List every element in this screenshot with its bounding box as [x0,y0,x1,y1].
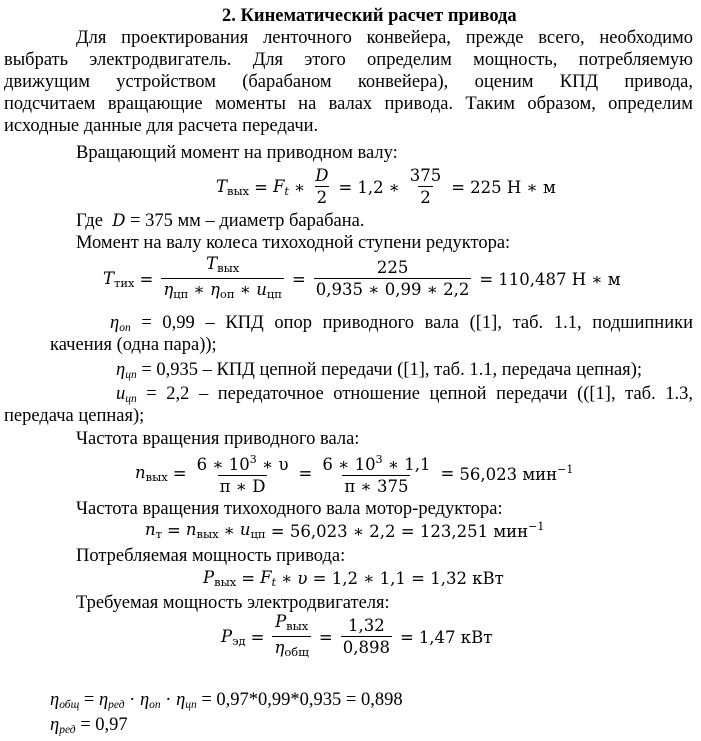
def-eta-op-line-1: ηоп = 0,99 – КПД опор приводного вала ([1], таб. 1.1, подшипники [110,313,693,334]
power-motor-label: Требуемая мощность электродвигателя: [76,593,390,613]
torque-out-label: Вращающий момент на приводном валу: [76,143,398,163]
def-u-cp-line-1: uцп = 2,2 – передаточное отношение цепной передачи (([1], таб. 1.3, [116,384,693,405]
power-out-formula: $P_{вых}$ = Ft ∗ υ = 1,2 ∗ 1,1 = 1,32 кВт [203,567,504,589]
section-heading: 2. Кинематический расчет привода [222,6,517,26]
torque-out-formula: $T_{вых}$ = Ft ∗ $\frac{D}{2}$ = 1,2 ∗ $\frac{375}{2}$ = 225 Н ∗ м [216,166,556,207]
intro-line-1: Для проектирования ленточного конвейера, прежде всего, необходимо [76,28,693,48]
power-out-label: Потребляемая мощность привода: [76,546,346,566]
eta-total-line: ηобщ = ηред · ηоп · ηцп = 0,97*0,99*0,935 = 0,898 [50,690,403,711]
speed-slow-formula: $n_т$ = $n_{вых}$ ∗ $u_{цп}$ = 56,023 ∗ 2,2 = 123,251 мин$^{-1}$ [145,519,545,541]
def-eta-cp: ηцп = 0,935 – КПД цепной передачи ([1], таб. 1.1, передача цепная); [116,360,642,381]
where-d-line: Где D = 375 мм – диаметр барабана. [76,211,365,231]
eta-red-line: ηред = 0,97 [50,715,128,736]
speed-out-formula: $n_{вых}$ = $\frac{6 ∗ 10^3 ∗ \upsilon}{\pi ∗ D}$ = $\frac{6 ∗ 10^3 ∗ 1,1}{\pi ∗ 375}$ = 56,023 мин$^{-1}$ [135,452,574,496]
speed-slow-label: Частота вращения тихоходного вала мотор-редуктора: [76,499,503,519]
speed-out-label: Частота вращения приводного вала: [76,429,360,449]
intro-line-2: выбрать электродвигатель. Для этого определим мощность, потребляемую [4,50,693,70]
power-motor-formula: $P_{эд}$ = $\frac{P_{вых}}{\eta_{общ}}$ = $\frac{1,32}{0,898}$ = 1,47 кВт [221,612,493,659]
intro-line-3: движущим устройством (барабаном конвейера), оценим КПД привода, [4,72,693,92]
torque-slow-label: Момент на валу колеса тихоходной ступени редуктора: [76,233,511,253]
def-eta-op-line-2: качения (одна пара)); [50,335,217,355]
torque-slow-formula: $T_{тих}$ = $\frac{T_{вых}}{\eta_{цп} ∗ \eta_{оп} ∗ u_{цп}}$ = $\frac{225}{0,935 ∗ 0,99 ∗ 2,2}$ = 110,487 Н ∗ м [103,254,621,301]
intro-line-5: исходные данные для расчета передачи. [4,116,319,136]
intro-line-4: подсчитаем вращающие моменты на валах привода. Таким образом, определим [4,94,693,114]
def-u-cp-line-2: передача цепная); [4,406,145,426]
